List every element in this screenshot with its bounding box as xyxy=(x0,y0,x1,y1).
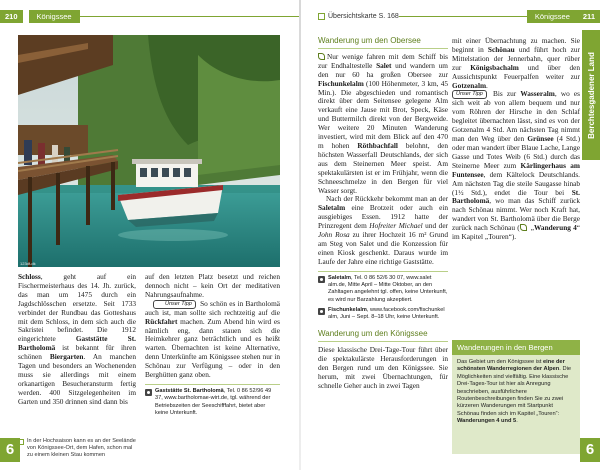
saletalm-info-text: Saletalm, Tel. 0 86 52/6 30 07, www.salet alm.de, Mitte April – Mitte Oktober, an den Zahltagen angelehnt tgl. offen, keine Unterkunft, es wird nur Barzahlung akzeptiert. xyxy=(328,274,448,303)
right-page-number-top: 211 xyxy=(578,10,600,23)
wasseralm-tip: Unser Tipp Bis zur Wasseralm, wo es sich weit ab von allem bequem und nur vom Röhren der Hirsche in den Schlaf begleitet übernachten lässt, sind es von der Gotzenalm 4 Std. Am nächsten Tag nimmt man den Weg über den Grünsee (4 Std.) oder man wandert über Blaue Lache, Lange Gasse und Totes Weib (6 Std.) durch das Steinerne Meer zum Kärlingerhaus am Funtensee, dem Kältelock Deutschlands. Am nächsten Tag die steile Saugasse hinab (1½ Std.), endet die Tour bei St. Bartholomä, wo man das Schiff zurück nach Schönau nimmt. Wer noch Kraft hat, wandert von St. Bartholomä über die Berge zurück nach Schönau ( „Wanderung 4“ im Kapitel „Touren“). xyxy=(452,89,580,242)
map-xref xyxy=(300,13,399,20)
right-header xyxy=(300,10,600,23)
saletalm-paragraph: Nach der Rückkehr bekommt man an der Saletalm eine Brotzeit oder auch ein ausgiebiges Essen. 1912 hatte der Prinzregent dem Hofreiter Michael und der John Rosa zu ihrer Hochzeit 16 m² Grund am Steg von Salet und die Konzession für einen Kiosk geschenkt. Daraus wurde im Laufe der Jahre eine richtige Gaststätte. xyxy=(318,194,449,266)
tour-continued-paragraph: mit einer Übernachtung zu machen. Sie beginnt in Schönau und führt hoch zur Mittelstation der Jennerbahn, quer rüber zur Königsbachalm und über den Aussichtspunkt Feuerpalfen weiter zur Gotzenalm. xyxy=(452,36,580,90)
right-page-number-bottom: 6 xyxy=(580,438,600,462)
right-header-title: Königssee xyxy=(527,10,578,23)
info-divider xyxy=(145,384,280,385)
fork-knife-icon xyxy=(318,276,325,283)
left-header-rule xyxy=(80,16,300,17)
left-col2-tip: Unser Tipp So schön es in Bartholomä auch ist, man sollte sich rechtzeitig auf die Rückfahrt machen. Zum Abend hin wird es nämlich eng, dann stauen sich die Heimkehrer ganz beträchtlich und es heißt warten. Übernachten ist keine Alternative, denn Unterkünfte am Königssee stehen nur in Schönau zur Verfügung – oder in den Berghütten ganz oben. xyxy=(145,298,280,380)
left-col1-paragraph: Schloss, geht auf ein Fischermeisterhaus des 14. Jh. zurück, das man um 1475 durch ein Jagdschlösschen ersetzte. Seit 1733 verbindet der Rundbau das Gotteshaus mit dem Schloss, in dem sich auch die Sakristei befindet. Die 1912 eingerichtete Gaststätte St. Bartholomä ist bekannt für ihren schönen Biergarten. An manchen Tagen und besonders an Wochenenden muss sie allerdings mit einem orkanartigen Besucheransturm fertig werden. 400 Sitzgelegenheiten im Garten und 350 drinnen sind dann bis xyxy=(18,272,136,406)
left-col-2 xyxy=(145,273,280,417)
left-page-number-bottom: 6 xyxy=(0,438,20,462)
gaststaette-info-text: Gaststätte St. Bartholomä, Tel. 0 86 52/96 49 37, www.bartholomae-wirt.de, tgl. während der Betriebszeiten der Seeschifffahrt, bietet aber keine Unterkunft. xyxy=(155,387,272,416)
right-col-2 xyxy=(452,37,580,242)
chapter-sidebar xyxy=(582,30,600,160)
chapter-sidebar-label: Berchtesgadener Land xyxy=(586,51,596,139)
left-col-1 xyxy=(18,273,136,407)
fork-knife-icon xyxy=(318,308,325,315)
koenigssee-tour-paragraph: Diese klassische Drei-Tage-Tour führt über die spektakulärste Herausforderungen in den Bergen rund um den Königssee. Sie herum, mit zwei Übernachtungen, für schnelle Geher auch in zwei Tagen xyxy=(318,345,448,390)
hiking-box-title: Wanderungen in den Bergen xyxy=(452,340,580,355)
harbour-congestion-note xyxy=(18,438,136,460)
koenigssee-boat-photo xyxy=(18,35,280,267)
info-divider-2 xyxy=(318,271,448,272)
section-koenigssee-title: Wanderung um den Königssee xyxy=(318,330,448,342)
left-col2-paragraph: auf den letzten Platz besetzt und reichen dennoch nicht – kein Ort der meditativen Nahrungsaufnahme. xyxy=(145,272,280,299)
left-page-number-top: 210 xyxy=(0,10,23,23)
boat-photo-illustration xyxy=(18,35,280,267)
fischunkelalm-info-text: Fischunkelalm, www.facebook.com/fischunkel alm, Juni – Sept. 8–18 Uhr, keine Unterkunft. xyxy=(328,306,445,321)
map-xref-text: Übersichtskarte S. 168 xyxy=(328,13,399,20)
right-page xyxy=(300,0,600,470)
map-icon xyxy=(318,13,325,20)
obersee-paragraph: Nur wenige fahren mit dem Schiff bis zur Endhaltestelle Salet und wandern um den nur 60 ha großen Obersee zur Fischunkelalm (100 Höhenmeter, 3 km, 45 Min.). Die abgeschieden und romantisch direkt über dem Seitensee gelegene Alm verkauft eine Jause mit Brot, Speck, Käse und Buttermilch direkt von der Bergweide. Wer weitere 20 Minuten Wanderung investiert, wird mit dem Blick auf den 470 m hohen Röthbachfall belohnt, den höchsten Wasserfall Deutschlands, der sich aus dem Steinernen Meer speist. Am spektakulärsten ist er im Frühjahr, wenn die Schneeschmelze in den Bergen für viel Wasser sorgt. xyxy=(318,51,448,195)
left-header xyxy=(0,10,300,23)
right-header-rule xyxy=(399,16,527,17)
section-obersee-title: Wanderung um den Obersee xyxy=(318,37,448,49)
fischunkelalm-info xyxy=(318,307,448,322)
note-text: In der Hochsaison kann es an der Seelände von Königssee-Ort, dem Hafen, schon mal zu einem kleinen Stau kommen xyxy=(27,438,136,459)
photo-credit: 123df-dk xyxy=(20,261,36,266)
gaststaette-info xyxy=(145,388,280,417)
hiking-info-box xyxy=(452,340,580,454)
hiking-box-text: Das Gebiet um den Königssee ist eine der schönsten Wanderregionen der Alpen. Die Möglichkeiten sind vielfältig. Eine klassische Drei-Tages-Tour ist hier als Anregung beschrieben, ausführlichere Routenbeschreibungen finden Sie zu zwei kürzeren Wanderungen mit Startpunkt Schönau finden sich im Kapitel „Touren“: Wanderungen 4 und 5. xyxy=(457,359,571,425)
right-col-1 xyxy=(318,37,448,391)
left-header-title: Königssee xyxy=(29,10,80,23)
fork-knife-icon xyxy=(145,389,152,396)
saletalm-info xyxy=(318,275,448,304)
